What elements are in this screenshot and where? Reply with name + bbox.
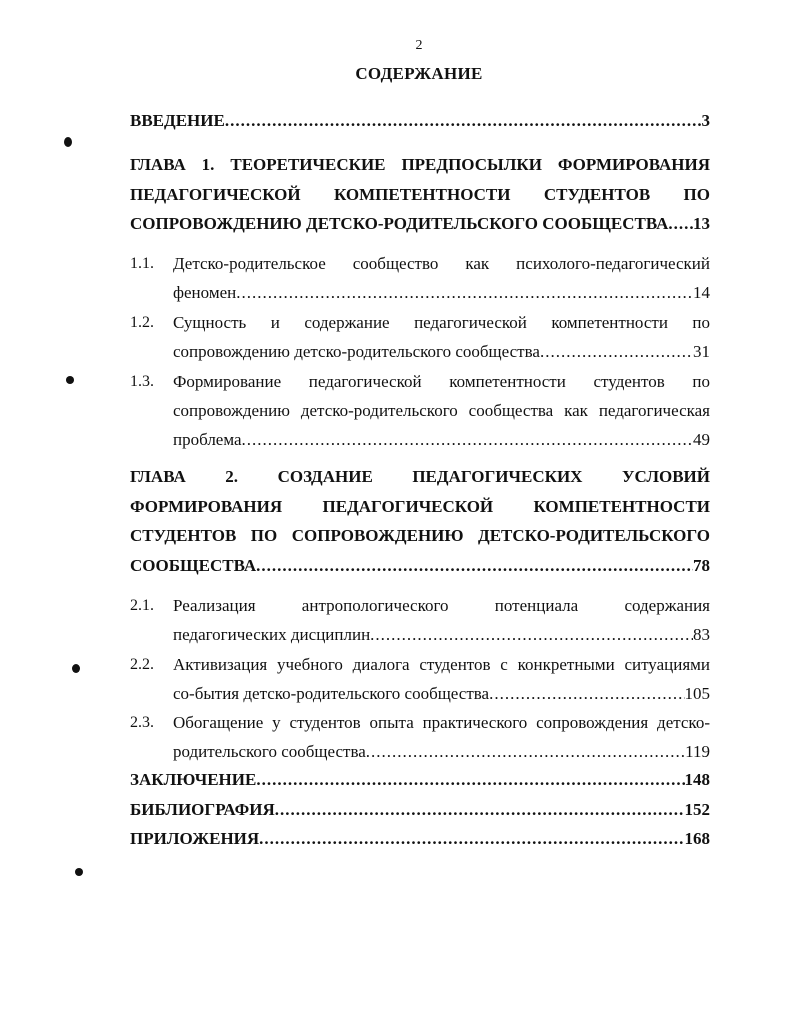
toc-section-2-2-line-2[interactable] xyxy=(173,683,710,705)
toc-entry-label: ВВЕДЕНИЕ xyxy=(130,111,225,130)
dot-leader xyxy=(259,828,684,850)
toc-entry-label: проблема xyxy=(173,430,242,449)
toc-section-1-1-line-2[interactable] xyxy=(173,282,710,304)
toc-entry-label: со-бытия детско-родительского сообщества xyxy=(173,684,490,703)
toc-entry-conclusion[interactable] xyxy=(130,769,710,791)
dot-leader xyxy=(225,110,702,132)
dot-leader xyxy=(366,741,685,763)
toc-section-1-1-line-1[interactable]: Детско-родительское сообщество как психолого-педагогический xyxy=(173,254,710,273)
toc-entry-page: 105 xyxy=(684,684,710,703)
toc-section-2-1-line-1[interactable]: Реализация антропологического потенциала содержания xyxy=(173,596,710,615)
dot-leader xyxy=(489,683,684,705)
toc-chapter-2-line-3[interactable]: СТУДЕНТОВ ПО СОПРОВОЖДЕНИЮ ДЕТСКО-РОДИТЕЛЬСКОГО xyxy=(130,526,710,545)
toc-entry-label: сопровождению детско-родительского сообщества xyxy=(173,342,540,361)
toc-entry-page: 78 xyxy=(693,556,710,575)
toc-entry-page: 31 xyxy=(693,342,710,361)
toc-entry-label: педагогических дисциплин xyxy=(173,625,371,644)
toc-entry-page: 83 xyxy=(693,625,710,644)
toc-entry-label: ПРИЛОЖЕНИЯ xyxy=(130,829,260,848)
toc-entry-page: 119 xyxy=(685,742,710,761)
toc-chapter-2-line-1[interactable]: ГЛАВА 2. СОЗДАНИЕ ПЕДАГОГИЧЕСКИХ УСЛОВИЙ xyxy=(130,467,710,486)
toc-chapter-1-line-3[interactable] xyxy=(130,213,710,235)
dot-leader xyxy=(256,555,693,577)
toc-entry-label: родительского сообщества xyxy=(173,742,366,761)
toc-entry-page: 49 xyxy=(693,430,710,449)
section-number: 1.1. xyxy=(130,255,154,272)
toc-section-1-2-line-1[interactable]: Сущность и содержание педагогической компетентности по xyxy=(173,313,710,332)
binding-hole-mark xyxy=(66,376,74,384)
toc-entry-appendices[interactable] xyxy=(130,828,710,850)
toc-entry-page: 14 xyxy=(693,283,710,302)
toc-chapter-2-line-4[interactable] xyxy=(130,555,710,577)
dot-leader xyxy=(668,213,693,235)
toc-section-1-2-line-2[interactable] xyxy=(173,341,710,363)
toc-section-1-3-line-2[interactable]: сопровождению детско-родительского сообщества как педагогическая xyxy=(173,401,710,420)
section-number: 1.2. xyxy=(130,314,154,331)
toc-entry-page: 148 xyxy=(684,770,710,789)
toc-entry-label: БИБЛИОГРАФИЯ xyxy=(130,800,275,819)
toc-chapter-1-line-2[interactable]: ПЕДАГОГИЧЕСКОЙ КОМПЕТЕНТНОСТИ СТУДЕНТОВ ПО xyxy=(130,185,710,204)
toc-entry-page: 152 xyxy=(684,800,710,819)
binding-hole-mark xyxy=(75,868,83,876)
toc-entry-label: ЗАКЛЮЧЕНИЕ xyxy=(130,770,257,789)
dot-leader xyxy=(242,429,693,451)
toc-entry-bibliography[interactable] xyxy=(130,799,710,821)
toc-entry-label: СОПРОВОЖДЕНИЮ ДЕТСКО-РОДИТЕЛЬСКОГО СООБЩЕСТВА xyxy=(130,214,669,233)
dot-leader xyxy=(236,282,693,304)
toc-chapter-1-line-1[interactable]: ГЛАВА 1. ТЕОРЕТИЧЕСКИЕ ПРЕДПОСЫЛКИ ФОРМИРОВАНИЯ xyxy=(130,155,710,174)
toc-entry-introduction[interactable] xyxy=(130,110,710,132)
binding-hole-mark xyxy=(72,664,80,673)
toc-section-2-3-line-1[interactable]: Обогащение у студентов опыта практического сопровождения детско- xyxy=(173,713,710,732)
toc-entry-page: 168 xyxy=(684,829,710,848)
page-title: СОДЕРЖАНИЕ xyxy=(355,64,483,83)
dot-leader xyxy=(540,341,693,363)
toc-section-2-1-line-2[interactable] xyxy=(173,624,710,646)
toc-entry-page: 3 xyxy=(701,111,710,130)
toc-section-2-3-line-2[interactable] xyxy=(173,741,710,763)
toc-entry-label: СООБЩЕСТВА xyxy=(130,556,257,575)
toc-entry-label: феномен xyxy=(173,283,237,302)
toc-section-1-3-line-3[interactable] xyxy=(173,429,710,451)
section-number: 2.3. xyxy=(130,714,154,731)
section-number: 2.1. xyxy=(130,597,154,614)
page-number: 2 xyxy=(415,38,423,53)
section-number: 1.3. xyxy=(130,373,154,390)
dot-leader xyxy=(256,769,684,791)
toc-chapter-2-line-2[interactable]: ФОРМИРОВАНИЯ ПЕДАГОГИЧЕСКОЙ КОМПЕТЕНТНОСТИ xyxy=(130,497,710,516)
dot-leader xyxy=(370,624,693,646)
dot-leader xyxy=(275,799,685,821)
section-number: 2.2. xyxy=(130,656,154,673)
toc-section-1-3-line-1[interactable]: Формирование педагогической компетентности студентов по xyxy=(173,372,710,391)
toc-entry-page: 13 xyxy=(693,214,710,233)
binding-hole-mark xyxy=(64,137,72,147)
toc-section-2-2-line-1[interactable]: Активизация учебного диалога студентов с конкретными ситуациями xyxy=(173,655,710,674)
